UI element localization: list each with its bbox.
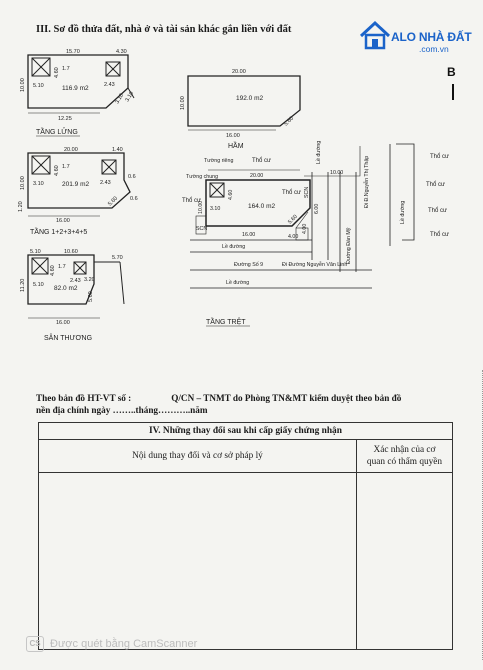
ham-dim-bottom: 16.00 — [226, 133, 240, 139]
map-line2: nền địa chính ngày ……..tháng………..năm — [36, 405, 208, 415]
label-scn-2: SCN — [196, 226, 208, 232]
lung-dim-top: 15.70 — [66, 49, 80, 55]
watermark-domain: .com.vn — [419, 44, 449, 54]
t15-label: TẦNG 1+2+3+4+5 — [30, 229, 88, 236]
changes-content-column — [39, 440, 357, 649]
section-title: III. Sơ đồ thửa đất, nhà ở và tài sản khác gắn liền với đất — [36, 24, 292, 35]
t15-dim-left: 10.00 — [20, 176, 26, 190]
tret-label: TẦNG TRỆT — [206, 319, 246, 326]
camscanner-icon: CS — [26, 636, 44, 652]
st-label: SÂN THƯỢNG — [44, 335, 93, 340]
lung-dim-top-right: 4.30 — [116, 49, 127, 55]
floor-plans — [0, 40, 483, 340]
label-di-ntt: Đi Đ.Nguyễn Thị Thập — [364, 155, 370, 208]
lung-dim-stair: 1.7 — [62, 66, 70, 72]
t15-dim-top-right: 1.40 — [112, 147, 123, 153]
lung-label: TẦNG LỬNG — [36, 129, 78, 136]
label-tho-cu-7: Thổ cư — [430, 232, 450, 238]
ham-dim-diag: 5.60 — [283, 115, 295, 128]
t15-area: 201.9 m2 — [62, 181, 90, 188]
watermark-brand: ALO NHÀ ĐẤT — [391, 30, 472, 44]
st-dim-stair: 1.7 — [58, 264, 66, 270]
t15-dim-stair: 1.7 — [62, 164, 70, 170]
label-tho-cu-6: Thổ cư — [428, 208, 448, 214]
t15-dim-notch-a: 0.6 — [128, 174, 136, 180]
label-duong-dan-my: Đường Đàn Mỹ — [346, 227, 352, 264]
tret-dim-diag: 5.60 — [287, 213, 299, 226]
tret-dim-front: 3.10 — [210, 206, 221, 212]
changes-content-header: Nội dung thay đổi và cơ sở pháp lý — [39, 440, 356, 473]
label-di-nvl: Đi Đường Nguyễn Văn Linh — [282, 262, 348, 268]
t15-dim-front: 3.10 — [33, 181, 44, 187]
changes-table — [38, 422, 453, 650]
scan-edge — [478, 370, 483, 660]
st-dim-bottom: 16.00 — [56, 320, 70, 326]
t15-dim-top: 20.00 — [64, 147, 78, 153]
lung-dim-front: 5.10 — [33, 83, 44, 89]
lung-dim-inner: 4.60 — [54, 67, 60, 78]
tret-dim-bottom: 16.00 — [242, 232, 256, 238]
label-le-duong-2: Lề đường — [226, 280, 250, 286]
lung-area: 116.9 m2 — [62, 85, 89, 92]
ham-dim-top: 20.00 — [232, 69, 246, 75]
confirm-header-line2: quan có thẩm quyền — [366, 457, 443, 467]
st-dim-right: 5.60 — [88, 291, 94, 302]
st-area: 82.0 m2 — [54, 285, 78, 292]
label-scn-1: SCN — [304, 186, 310, 198]
label-duong-so-9: Đường Số 9 — [234, 262, 264, 268]
st-dim-wall: 2.43 — [70, 278, 81, 284]
map-middle: Q/CN – TNMT do Phòng TN&MT kiểm duyệt theo bản đồ — [171, 393, 402, 403]
t15-dim-bottom: 16.00 — [56, 218, 70, 224]
lung-dim-wall: 2.43 — [104, 82, 115, 88]
t15-dim-diag: 5.60 — [107, 195, 119, 208]
st-dim-notch: 3.20 — [84, 277, 95, 283]
map-reference — [36, 392, 456, 416]
t15-dim-setback: 1.20 — [18, 201, 24, 212]
page-mark: B — [447, 65, 456, 79]
tret-dim-left: 10.00 — [198, 200, 204, 214]
label-tho-cu-5: Thổ cư — [426, 182, 446, 188]
st-dim-left: 11.20 — [20, 278, 26, 292]
t15-dim-wall: 2.43 — [100, 180, 111, 186]
tret-dim-right-b: 6.00 — [314, 203, 320, 214]
label-tho-cu-2: Thổ cư — [282, 190, 302, 196]
st-dim-top: 10.60 — [64, 249, 78, 255]
ham-label: HẦM — [228, 143, 244, 150]
lung-dim-bottom: 12.25 — [58, 116, 72, 122]
label-tho-cu-3: Thổ cư — [182, 198, 202, 204]
tret-dim-bottom-right: 4.00 — [288, 234, 299, 240]
st-dim-top-right: 5.70 — [112, 255, 123, 261]
confirm-header-line1: Xác nhận của cơ — [373, 445, 436, 455]
ham-area: 192.0 m2 — [236, 95, 264, 102]
scanner-text: Được quét bằng CamScanner — [50, 638, 198, 650]
t15-dim-notch-b: 0.6 — [130, 196, 138, 202]
label-tuong-chung: Tường chung — [186, 174, 219, 180]
tret-area: 164.0 m2 — [248, 203, 276, 210]
lung-dim-diag-b: 3.10 — [124, 90, 136, 103]
label-le-duong-1: Lề đường — [222, 244, 246, 250]
lung-dim-diag-a: 3.10 — [114, 92, 126, 105]
label-tho-cu-1: Thổ cư — [252, 158, 272, 164]
scanner-watermark — [26, 636, 197, 652]
changes-table-title: IV. Những thay đổi sau khi cấp giấy chứng nhận — [39, 423, 452, 440]
st-dim-top-left: 5.10 — [30, 249, 41, 255]
label-tho-cu-4: Thổ cư — [430, 154, 450, 160]
lung-dim-left: 10.00 — [20, 78, 26, 92]
ham-dim-left: 10.00 — [180, 96, 186, 110]
tret-dim-road: 10.00 — [330, 170, 344, 176]
tret-dim-right-a: 4.00 — [302, 223, 308, 234]
st-dim-inner: 4.60 — [50, 265, 56, 276]
st-dim-front: 5.10 — [33, 282, 44, 288]
tret-dim-inner: 4.60 — [228, 189, 234, 200]
label-le-duong-4: Lề đường — [400, 200, 406, 224]
label-le-duong-3: Lề đường — [316, 140, 322, 164]
t15-dim-inner: 4.60 — [54, 165, 60, 176]
map-prefix: Theo bản đồ HT-VT số : — [36, 393, 132, 403]
tret-dim-top: 20.00 — [250, 173, 264, 179]
changes-confirm-column — [357, 440, 452, 649]
label-tuong-rieng: Tường riêng — [204, 158, 234, 164]
changes-confirm-header — [357, 440, 452, 473]
